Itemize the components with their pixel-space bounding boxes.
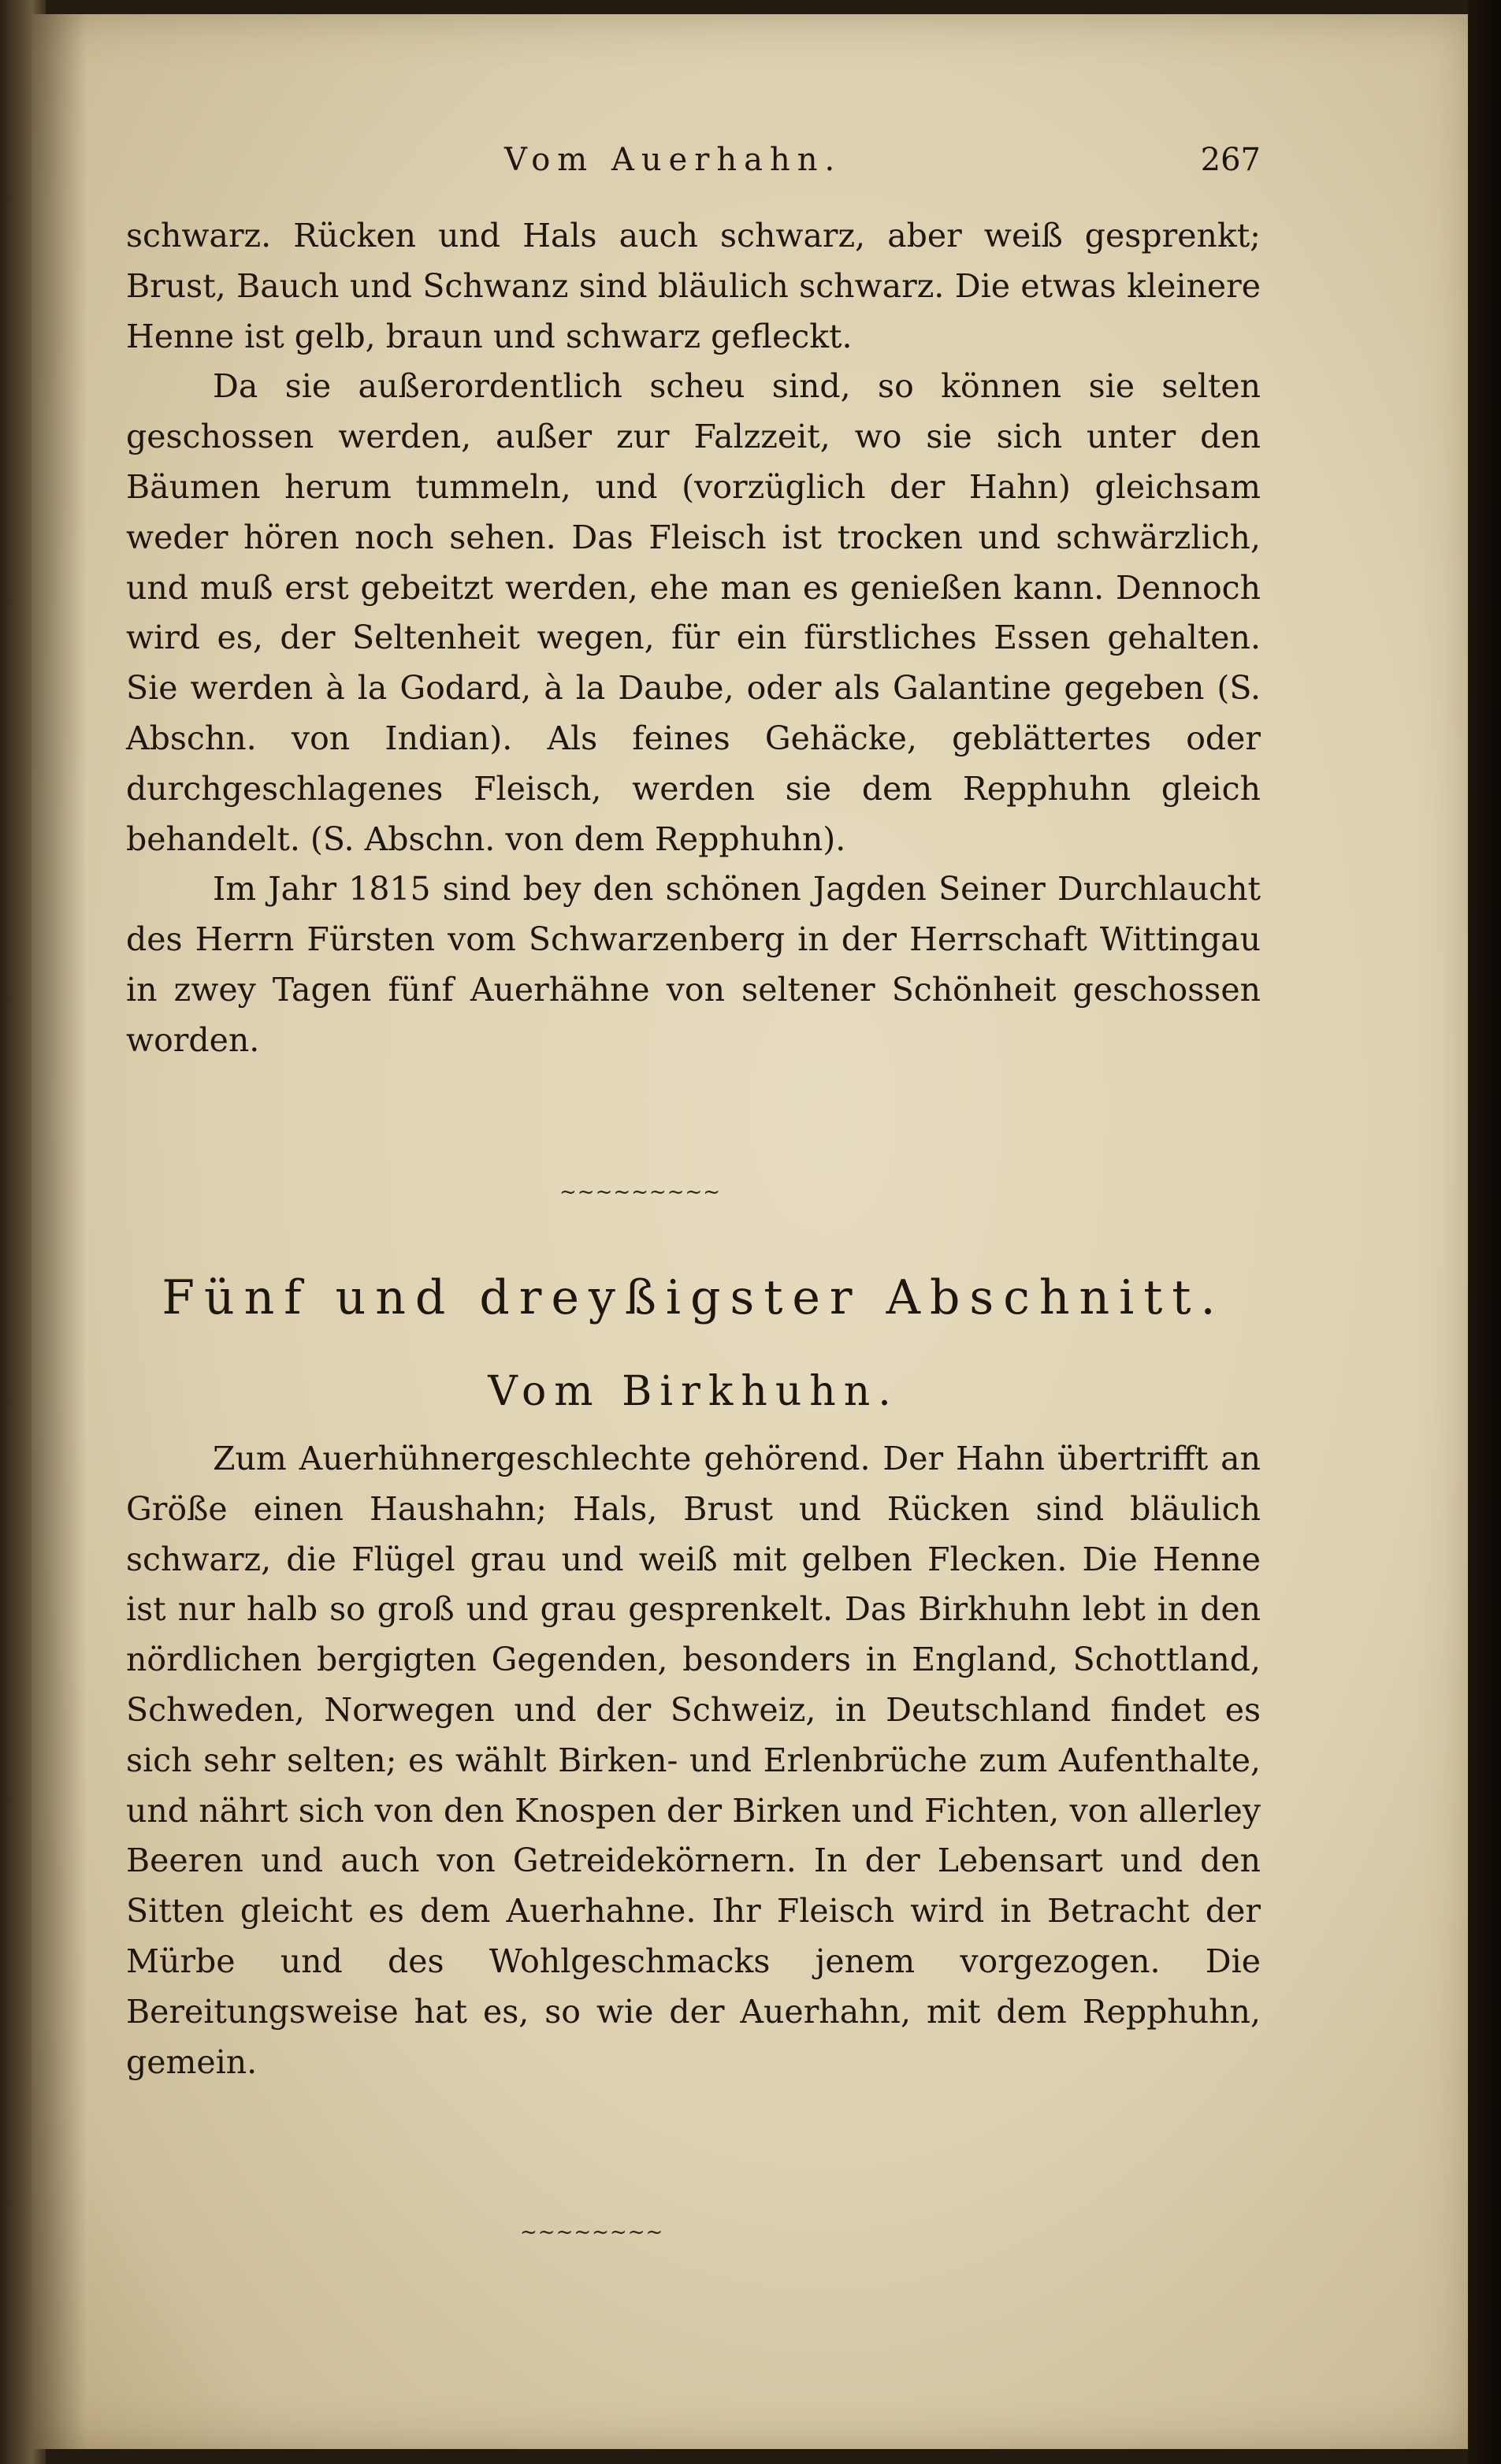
page-number: 267 [1200, 142, 1261, 178]
running-title: Vom Auerhahn. [504, 142, 842, 178]
gutter-shadow [32, 14, 87, 2449]
ornamental-divider: ~~~~~~~~ [520, 2221, 664, 2244]
body-text-top [126, 211, 1261, 1066]
paragraph: Da sie außerordentlich scheu sind, so können sie selten geschossen werden, außer zur Falzzeit, wo sie sich unter den Bäumen herum tummeln, und (vorzüglich der Hahn) gleichsam weder hören noch sehen. Das Fleisch ist trocken und schwärzlich, und muß erst gebeitzt werden, ehe man es genießen kann. Dennoch wird es, der Seltenheit wegen, für ein fürstliches Essen gehalten. Sie werden à la Godard, à la Daube, oder als Galantine gegeben (S. Abschn. von Indian). Als feines Gehäcke, geblättertes oder durchgeschlagenes Fleisch, werden sie dem Repphuhn gleich behandelt. (S. Abschn. von dem Repphuhn). [126, 367, 1261, 858]
paragraph: Im Jahr 1815 sind bey den schönen Jagden Seiner Durchlaucht des Herrn Fürsten vom Schwarzenberg in der Herrschaft Wittingau in zwey Tagen fünf Auerhähne von seltener Schönheit geschossen worden. [126, 870, 1261, 1059]
ornamental-divider: ~~~~~~~~~ [559, 1180, 722, 1204]
page-header [126, 142, 1261, 189]
body-text-bottom [126, 1434, 1261, 2087]
right-dark-edge [1468, 0, 1501, 2464]
paragraph-continuation: schwarz. Rücken und Hals auch schwarz, aber weiß gesprenkt; Brust, Bauch und Schwanz sind bläulich schwarz. Die etwas kleinere Henne ist gelb, braun und schwarz gefleckt. [126, 217, 1261, 355]
section-title: Fünf und dreyßigster Abschnitt. [162, 1270, 1225, 1325]
paragraph: Zum Auerhühnergeschlechte gehörend. Der Hahn übertrifft an Größe einen Haushahn; Hals, Brust und Rücken sind bläulich schwarz, die Flügel grau und weiß mit gelben Flecken. Die Henne ist nur halb so groß und grau gesprenkelt. Das Birkhuhn lebt in den nördlichen bergigten Gegenden, besonders in England, Schottland, Schweden, Norwegen und der Schweiz, in Deutschland findet es sich sehr selten; es wählt Birken- und Erlenbrüche zum Aufenthalte, und nährt sich von den Knospen der Birken und Fichten, von allerley Beeren und auch von Getreidekörnern. In der Lebensart und den Sitten gleicht es dem Auerhahne. Ihr Fleisch wird in Betracht der Mürbe und des Wohlgeschmacks jenem vorgezogen. Die Bereitungsweise hat es, so wie der Auerhahn, mit dem Repphuhn, gemein. [126, 1440, 1261, 2081]
section-subtitle: Vom Birkhuhn. [488, 1368, 899, 1415]
